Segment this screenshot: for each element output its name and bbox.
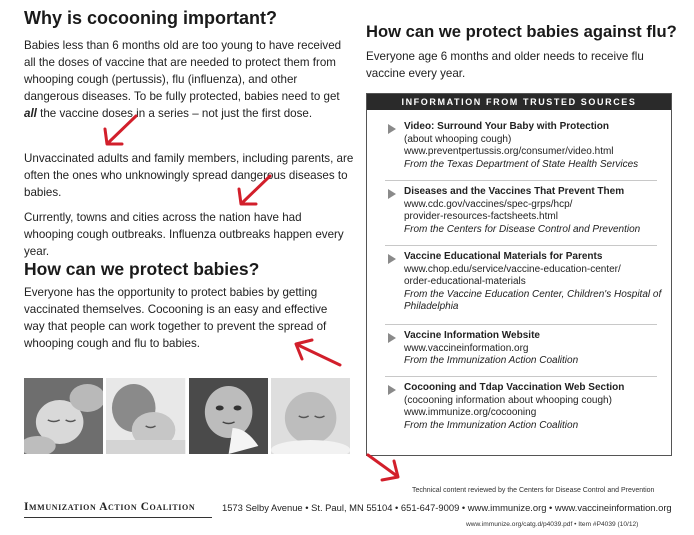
organization-name: Immunization Action Coalition [24, 501, 196, 513]
resource-source: From the Immunization Action Coalition [404, 419, 579, 431]
resource-divider [385, 324, 657, 325]
resource-url[interactable]: order-educational-materials [404, 276, 526, 287]
triangle-bullet-icon [388, 333, 396, 343]
paragraph-everyone-opportunity: Everyone has the opportunity to protect babies by getting vaccinated themselves. Cocooning is an easy and effective way that people can work together to prevent the spread of whooping cough and flu to babies. [24, 286, 328, 350]
resource-line: (cocooning information about whooping cough) [404, 394, 612, 406]
resource-divider [385, 376, 657, 377]
trusted-sources-box [366, 93, 672, 456]
resource-title[interactable]: Video: Surround Your Baby with Protection [404, 121, 610, 132]
resource-source: From the Texas Department of State Health Services [404, 158, 639, 170]
emphasis-all: all [24, 107, 37, 120]
organization-address: 1573 Selby Avenue • St. Paul, MN 55104 • 651-647-9009 • www.immunize.org • www.vaccineinformation.org [222, 502, 672, 513]
resource-title[interactable]: Vaccine Information Website [404, 330, 540, 341]
resource-source: From the Vaccine Education Center, Children's Hospital of Philadelphia [404, 288, 662, 312]
heading-why-cocooning: Why is cocooning important? [24, 8, 277, 28]
triangle-bullet-icon [388, 189, 396, 199]
resource-url[interactable]: www.vaccineinformation.org [404, 342, 529, 354]
trusted-sources-header: INFORMATION FROM TRUSTED SOURCES [367, 94, 671, 110]
resource-source: From the Immunization Action Coalition [404, 355, 579, 366]
resource-divider [385, 180, 657, 181]
resource-url[interactable]: www.preventpertussis.org/consumer/video.html [404, 146, 614, 157]
resource-url[interactable]: www.immunize.org/cocooning [404, 407, 537, 418]
heading-protect-against-flu: How can we protect babies against flu? [366, 22, 677, 41]
paragraph-part: the vaccine doses in a series – not just the first dose. [36, 107, 313, 120]
resource-title[interactable]: Vaccine Educational Materials for Parents [404, 251, 603, 262]
review-note: Technical content reviewed by the Centers for Disease Control and Prevention [412, 487, 655, 494]
parent-holding-baby-photo [106, 378, 185, 454]
newborn-with-cloth-photo [189, 378, 268, 454]
triangle-bullet-icon [388, 124, 396, 134]
red-arrow-icon [292, 335, 344, 371]
red-arrow-icon [234, 173, 274, 209]
paragraph-unvaccinated-adults: Unvaccinated adults and family members, including parents, are often the ones who unknowingly spread dangerous diseases to babies. [24, 152, 354, 199]
red-arrow-icon [364, 450, 404, 486]
resource-source: From the Centers for Disease Control and Prevention [404, 223, 641, 235]
resource-divider [385, 245, 657, 246]
triangle-bullet-icon [388, 385, 396, 395]
resource-line: (about whooping cough) [404, 133, 512, 145]
resource-title[interactable]: Cocooning and Tdap Vaccination Web Section [404, 382, 625, 393]
sleeping-baby-with-hands-photo [24, 378, 103, 454]
baby-photo-strip [24, 378, 350, 454]
footer-rule [24, 517, 212, 518]
paragraph-babies-too-young [24, 37, 354, 122]
catalog-reference: www.immunize.org/catg.d/p4039.pdf • Item #P4039 (10/12) [466, 521, 639, 528]
resource-title[interactable]: Diseases and the Vaccines That Prevent Them [404, 186, 625, 197]
red-arrow-icon [100, 113, 140, 149]
triangle-bullet-icon [388, 254, 396, 264]
resource-url[interactable]: www.chop.edu/service/vaccine-education-center/ [404, 263, 621, 275]
heading-how-protect: How can we protect babies? [24, 259, 260, 279]
paragraph-outbreaks: Currently, towns and cities across the nation have had whooping cough outbreaks. Influenza outbreaks happen every year. [24, 211, 344, 258]
sleeping-newborn-photo [271, 378, 350, 454]
paragraph-flu-vaccine: Everyone age 6 months and older needs to receive flu vaccine every year. [366, 50, 644, 80]
resource-url[interactable]: www.cdc.gov/vaccines/spec-grps/hcp/ [404, 198, 573, 210]
resource-url[interactable]: provider-resources-factsheets.html [404, 211, 558, 222]
paragraph-part: Babies less than 6 months old are too young to have received all the doses of vaccine that are needed to protect them from whooping cough (pertussis), flu (influenza), and other dangerous diseases. To be fully protected, babies need to get [24, 39, 342, 103]
